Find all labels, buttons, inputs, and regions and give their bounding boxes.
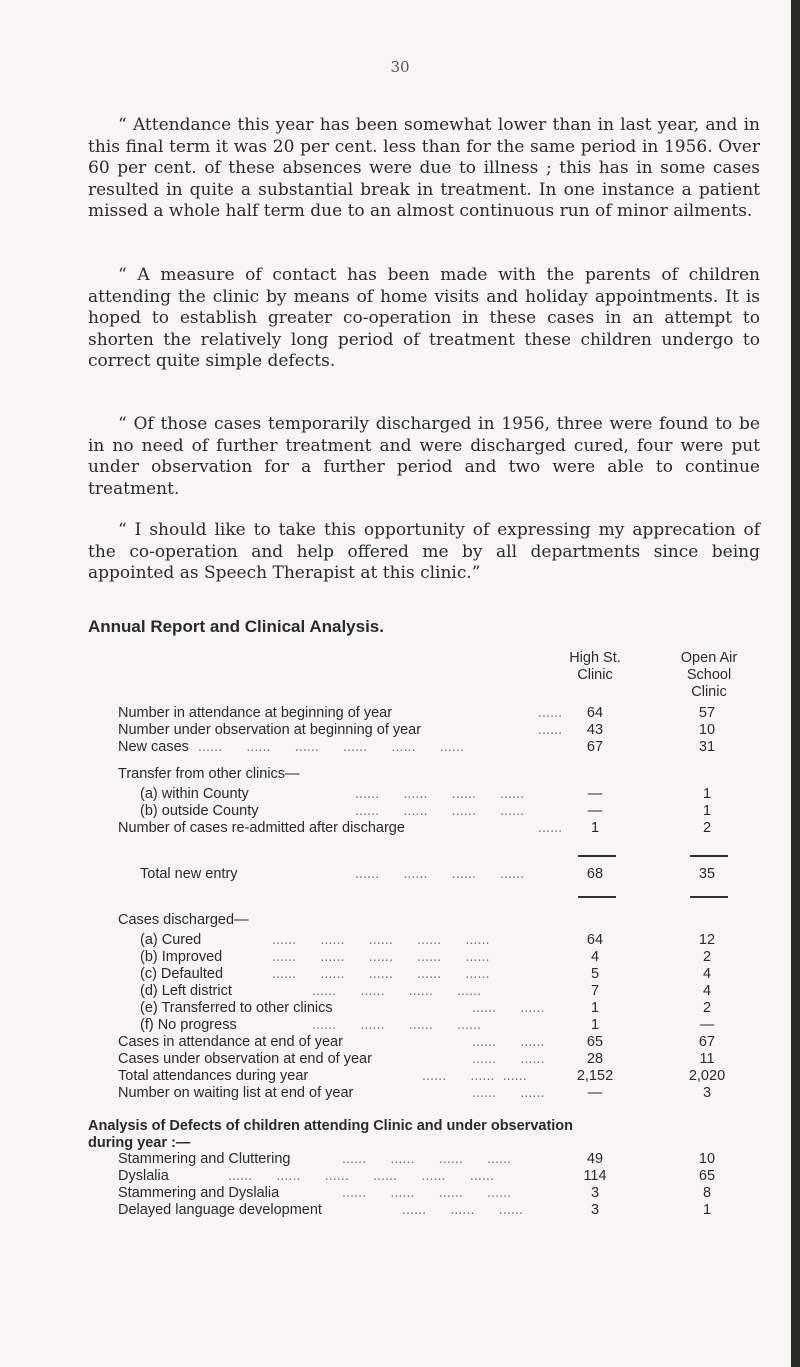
value-open-air: 11: [699, 1051, 715, 1067]
value-open-air: 65: [698, 1168, 716, 1184]
leader-dots: ......: [538, 705, 563, 721]
leader-dots: ...... ......: [472, 1051, 545, 1067]
row-label: Number under observation at beginning of year: [118, 722, 422, 738]
leader-dots: ...... ...... ...... ......: [342, 1151, 512, 1167]
row-label: Cases in attendance at end of year: [118, 1034, 343, 1050]
value-open-air: 4: [702, 966, 712, 982]
row-label: Cases under observation at end of year: [118, 1051, 372, 1067]
table-row: [0, 932, 800, 950]
value-open-air: 8: [702, 1185, 712, 1201]
table-row: [0, 739, 800, 757]
value-high-st: —: [587, 786, 603, 802]
sum-rule: [690, 855, 728, 857]
value-open-air: 3: [702, 1085, 712, 1101]
table-row: [0, 722, 800, 740]
leader-dots: ...... ...... ...... ......: [355, 803, 525, 819]
value-high-st: 2,152: [576, 1068, 614, 1084]
report-title: Annual Report and Clinical Analysis.: [88, 617, 384, 636]
table-row: [0, 705, 800, 723]
value-high-st: 68: [586, 866, 604, 882]
paragraph-parent-contact: “ A measure of contact has been made with the parents of children attending the clinic by means of home visits and holiday appointments. It is hoped to establish greater co-operation in these cases in an attempt to shorten the relatively long period of treatment these children undergo to correct quite simple defects.: [88, 265, 760, 371]
value-high-st: —: [587, 1085, 603, 1101]
table-row: [0, 966, 800, 984]
table-row: [0, 1202, 800, 1220]
table-row: [0, 786, 800, 804]
value-high-st: —: [587, 803, 603, 819]
paragraph-thanks: “ I should like to take this opportunity of expressing my apprecation of the co-operation and help offered me by all departments since being appointed as Speech Therapist at this clinic.”: [88, 520, 760, 583]
table-row: [0, 1051, 800, 1069]
value-high-st: 5: [590, 966, 600, 982]
value-open-air: 4: [702, 983, 712, 999]
value-open-air: 1: [702, 786, 712, 802]
row-label: (b) Improved: [140, 949, 223, 965]
value-high-st: 1: [590, 1000, 600, 1016]
leader-dots: ...... ...... ...... ...... ......: [272, 949, 490, 965]
table-row-total: [0, 866, 800, 884]
paragraph-attendance: “ Attendance this year has been somewhat lower than in last year, and in this final term it was 20 per cent. less than for the same period in 1956. Over 60 per cent. of these absences were due to illness ; this has in some cases resulted in quite a substantial break in treatment. In one instance a patient missed a whole half term due to an almost continuous run of minor ailments.: [88, 115, 760, 221]
value-high-st: 49: [586, 1151, 604, 1167]
row-label: Number of cases re-admitted after discharge: [118, 820, 405, 836]
sum-rule: [690, 896, 728, 898]
row-label: Stammering and Dyslalia: [118, 1185, 280, 1201]
value-open-air: 10: [698, 1151, 716, 1167]
value-high-st: 3: [590, 1185, 600, 1201]
table-row: [0, 1068, 800, 1086]
value-high-st: 65: [586, 1034, 604, 1050]
row-label: (a) within County: [140, 786, 249, 802]
table-row: [0, 949, 800, 967]
column-header-open-air: Open Air School Clinic: [680, 650, 738, 700]
leader-dots: ...... ......: [472, 1034, 545, 1050]
table-row: [0, 820, 800, 838]
leader-dots: ...... ...... ......: [422, 1068, 527, 1084]
value-high-st: 3: [590, 1202, 600, 1218]
value-open-air: 31: [698, 739, 716, 755]
row-label: Delayed language development: [118, 1202, 322, 1218]
leader-dots: ......: [538, 722, 563, 738]
row-label: Number on waiting list at end of year: [118, 1085, 354, 1101]
row-label: (b) outside County: [140, 803, 259, 819]
table-row: [0, 1000, 800, 1018]
row-label: (f) No progress: [140, 1017, 237, 1033]
leader-dots: ...... ...... ...... ......: [312, 983, 482, 999]
value-high-st: 114: [583, 1168, 607, 1184]
row-label: Total attendances during year: [118, 1068, 309, 1084]
value-high-st: 64: [586, 705, 604, 721]
leader-dots: ...... ...... ...... ......: [355, 786, 525, 802]
value-high-st: 43: [586, 722, 604, 738]
leader-dots: ...... ...... ...... ...... ......: [272, 932, 490, 948]
table-row: [0, 1085, 800, 1103]
value-open-air: 1: [702, 1202, 712, 1218]
value-high-st: 1: [590, 820, 600, 836]
value-open-air: 2: [702, 1000, 712, 1016]
value-open-air: —: [699, 1017, 715, 1033]
table-row: [0, 803, 800, 821]
leader-dots: ...... ...... ...... ...... ......: [272, 966, 490, 982]
page-number: 30: [390, 58, 410, 76]
value-high-st: 67: [586, 739, 604, 755]
value-high-st: 64: [586, 932, 604, 948]
row-label: (d) Left district: [140, 983, 232, 999]
table-row: [0, 1017, 800, 1035]
value-high-st: 7: [590, 983, 600, 999]
value-open-air: 10: [698, 722, 716, 738]
analysis-heading: Analysis of Defects of children attending Clinic and under observation during year :—: [88, 1118, 574, 1151]
leader-dots: ...... ...... ...... ...... ...... ......: [198, 739, 464, 755]
value-open-air: 2: [702, 820, 712, 836]
table-row: [0, 1185, 800, 1203]
value-open-air: 2: [702, 949, 712, 965]
leader-dots: ...... ...... ...... ......: [342, 1185, 512, 1201]
row-label: (a) Cured: [140, 932, 202, 948]
value-open-air: 12: [698, 932, 716, 948]
value-open-air: 67: [698, 1034, 716, 1050]
row-label: (e) Transferred to other clinics: [140, 1000, 333, 1016]
value-open-air: 1: [702, 803, 712, 819]
table-row: [0, 1151, 800, 1169]
discharged-subhead: Cases discharged—: [118, 912, 249, 928]
table-row: [0, 983, 800, 1001]
leader-dots: ...... ......: [472, 1000, 545, 1016]
leader-dots: ...... ...... ...... ......: [355, 866, 525, 882]
value-open-air: 57: [698, 705, 716, 721]
leader-dots: ...... ...... ...... ...... ...... ......: [228, 1168, 494, 1184]
value-high-st: 4: [590, 949, 600, 965]
table-row: [0, 1168, 800, 1186]
leader-dots: ......: [538, 820, 563, 836]
row-label: Dyslalia: [118, 1168, 169, 1184]
row-label: Number in attendance at beginning of year: [118, 705, 393, 721]
value-high-st: 1: [590, 1017, 600, 1033]
leader-dots: ...... ......: [472, 1085, 545, 1101]
row-label: Stammering and Cluttering: [118, 1151, 291, 1167]
transfer-subhead: Transfer from other clinics—: [118, 766, 300, 782]
value-high-st: 28: [586, 1051, 604, 1067]
column-header-high-st: High St. Clinic: [569, 650, 621, 683]
leader-dots: ...... ...... ...... ......: [312, 1017, 482, 1033]
leader-dots: ...... ...... ......: [402, 1202, 523, 1218]
value-open-air: 35: [698, 866, 716, 882]
paragraph-discharged: “ Of those cases temporarily discharged in 1956, three were found to be in no need of further treatment and were discharged cured, four were put under observation for a further period and two were able to continue treatment.: [88, 414, 760, 499]
table-row: [0, 1034, 800, 1052]
sum-rule: [578, 896, 616, 898]
row-label: New cases: [118, 739, 189, 755]
row-label: (c) Defaulted: [140, 966, 224, 982]
value-open-air: 2,020: [688, 1068, 726, 1084]
sum-rule: [578, 855, 616, 857]
row-label: Total new entry: [140, 866, 238, 882]
